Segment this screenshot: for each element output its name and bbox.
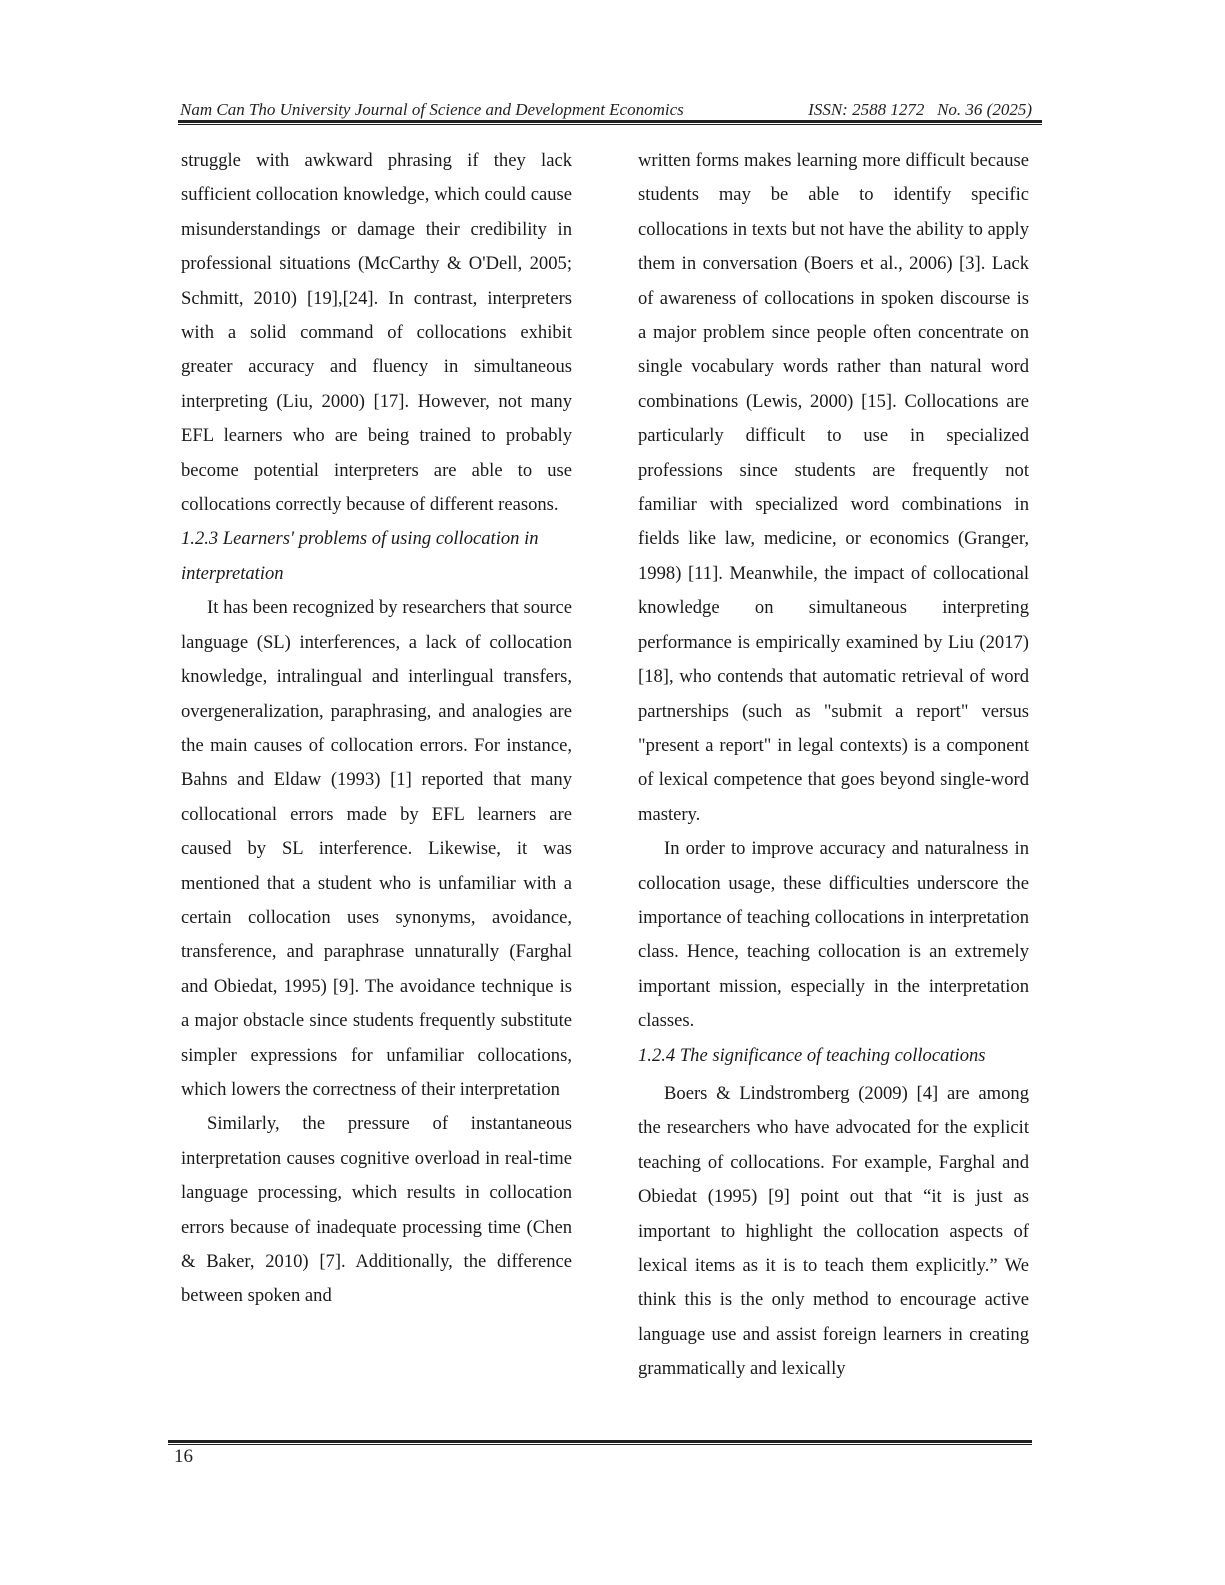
header-rule [178,120,1042,125]
right-column [638,144,1029,1387]
paragraph: Boers & Lindstromberg (2009) [4] are among the researchers who have advocated for the explicit teaching of collocations. For example, Farghal and Obiedat (1995) [9] point out that “it is just as important to highlight the collocation aspects of lexical items as it is to teach them explicitly.” We think this is the only method to encourage active language use and assist foreign learners in creating grammatically and lexically [638,1082,1029,1380]
issn: ISSN: 2588 1272 [808,100,925,119]
page-number: 16 [174,1446,193,1467]
left-column [181,144,572,1314]
section-heading-1-2-4: 1.2.4 The significance of teaching collocations [638,1044,986,1066]
journal-title: Nam Can Tho University Journal of Science and Development Economics [180,100,684,119]
paragraph: written forms makes learning more difficult because students may be able to identify specific collocations in texts but not have the ability to apply them in conversation (Boers et al., 2006) [3]. Lack of awareness of collocations in spoken discourse is a major problem since people often concentrate on single vocabulary words rather than natural word combinations (Lewis, 2000) [15]. Collocations are particularly difficult to use in specialized professions since students are frequently not familiar with specialized word combinations in fields like law, medicine, or economics (Granger, 1998) [11]. Meanwhile, the impact of collocational knowledge on simultaneous interpreting performance is empirically examined by Liu (2017) [18], who contends that automatic retrieval of word partnerships (such as "submit a report" versus "present a report" in legal contexts) is a component of lexical competence that goes beyond single-word mastery. [638,150,1029,825]
issn-issue [808,100,1032,120]
running-header [180,96,1032,120]
paragraph: In order to improve accuracy and naturalness in collocation usage, these difficulties underscore the importance of teaching collocations in interpretation class. Hence, teaching collocation is an extremely important mission, especially in the interpretation classes. [638,838,1029,1032]
issue-number: No. 36 (2025) [937,100,1032,119]
paragraph: struggle with awkward phrasing if they lack sufficient collocation knowledge, which could cause misunderstandings or damage their credibility in professional situations (McCarthy & O'Dell, 2005; Schmitt, 2010) [19],[24]. In contrast, interpreters with a solid command of collocations exhibit greater accuracy and fluency in simultaneous interpreting (Liu, 2000) [17]. However, not many EFL learners who are being trained to probably become potential interpreters are able to use collocations correctly because of different reasons. [181,150,572,516]
paragraph: Similarly, the pressure of instantaneous interpretation causes cognitive overload in real-time language processing, which results in collocation errors because of inadequate processing time (Chen & Baker, 2010) [7]. Additionally, the difference between spoken and [181,1113,572,1307]
footer-rule-thin [168,1444,1032,1445]
paragraph: It has been recognized by researchers that source language (SL) interferences, a lack of collocation knowledge, intralingual and interlingual transfers, overgeneralization, paraphrasing, and analogies are the main causes of collocation errors. For instance, Bahns and Eldaw (1993) [1] reported that many collocational errors made by EFL learners are caused by SL interference. Likewise, it was mentioned that a student who is unfamiliar with a certain collocation uses synonyms, avoidance, transference, and paraphrase unnaturally (Farghal and Obiedat, 1995) [9]. The avoidance technique is a major obstacle since students frequently substitute simpler expressions for unfamiliar collocations, which lowers the correctness of their interpretation [181,597,572,1100]
header-rule-thin [178,124,1042,125]
section-heading-1-2-3: 1.2.3 Learners' problems of using collocation in interpretation [181,528,539,584]
footer-rule [168,1440,1032,1445]
